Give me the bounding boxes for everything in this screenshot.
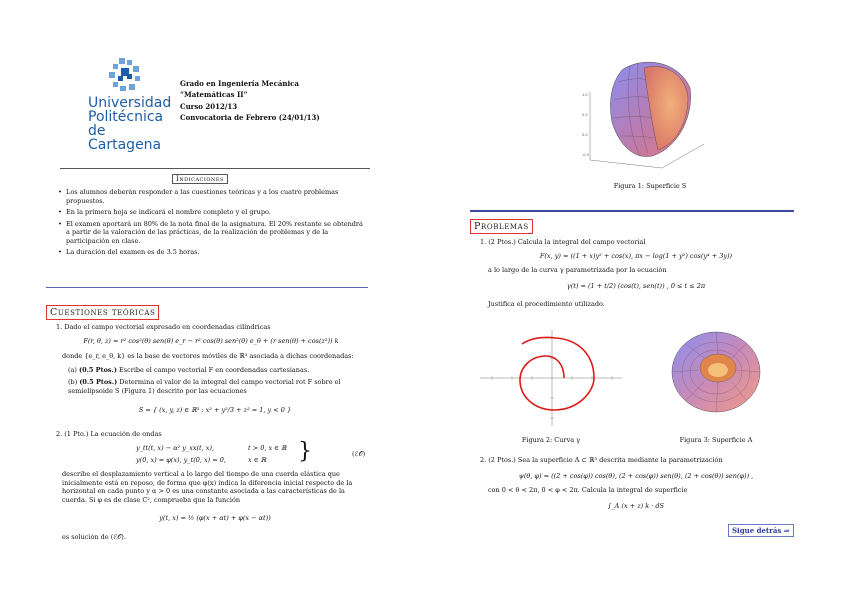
q1-b-points: (0.5 Ptos.): [79, 378, 118, 386]
indications-title: Indicaciones: [172, 174, 228, 184]
logo-line-3: de Cartagena: [88, 123, 162, 153]
theory-q2-text: describe el desplazamiento vertical a lo largo del tiempo de una cuerda elástica que inicialmente está en reposo, de forma que φ(x) indica la diferencia inicial respecto de la horizontal en cada punto y α > 0 es una constante asociada a las características de la cuerda. Si φ es de clase C², comprueba que la función: [62, 470, 353, 504]
svg-text:1.0: 1.0: [582, 93, 588, 97]
next-page-button[interactable]: Sigue detrás ⇒: [728, 524, 794, 537]
exam-call: Convocatoria de Febrero (24/01/13): [180, 113, 320, 122]
indication-item: • El examen aportará un 80% de la nota final de la asignatura. El 20% restante se obtendrá a partir de la valoración de las prácticas, de la realización de problemas y de la participación en clase.: [66, 220, 366, 246]
svg-text:-0.5: -0.5: [582, 153, 589, 157]
problem-2-integral: ∫_A (x + z) k · dS: [608, 502, 664, 510]
theory-q2-eq2-cond: x ∈ ℝ: [248, 456, 267, 464]
subject-title: “Matemáticas II”: [180, 90, 248, 99]
degree-title: Grado en Ingeniería Mecánica: [180, 79, 299, 88]
problem-1-param: γ(t) = (1 + t/2) (cos(t), sen(t)) , 0 ≤ t ≤ 2π: [566, 282, 706, 290]
theory-q2-eq2: y(0, x) = φ(x), y_t(0, x) = 0,: [136, 456, 226, 464]
logo-mark-icon: [105, 56, 145, 94]
theory-q1-a: [68, 366, 368, 375]
brace: }: [298, 439, 312, 464]
q1-b-label: (b): [68, 378, 78, 386]
theory-q1-intro: 1. Dado el campo vectorial expresado en coordenadas cilíndricas: [56, 323, 271, 331]
theory-q1-basis: donde {e_r, e_θ, k} es la base de vectores móviles de ℝ³ asociada a dichas coordenadas:: [62, 352, 354, 360]
figure-1-surface: [582, 52, 712, 172]
q1-b-text: Determina el valor de la integral del campo vectorial rot F sobre el semielipsoide S (Figura 1) descrito por las ecuaciones: [68, 378, 341, 395]
problems-title: Problemas: [470, 219, 533, 234]
indication-item: • En la primera hoja se indicará el nombre completo y el grupo.: [66, 208, 366, 217]
theory-q2-tag: (ℰ𝒪): [352, 450, 366, 458]
figure-3-surface: [668, 322, 764, 426]
problem-1-formula: F(x, y) = ((1 + x)y² + cos(x), πx − log(1 + y²) cos(y⁴ + 3y)): [539, 252, 733, 260]
q1-a-text: Escribe el campo vectorial F en coordenadas cartesianas.: [118, 366, 310, 374]
problem-2-range: con 0 < θ < 2π, 0 < φ < 2π. Calcula la integral de superficie: [488, 486, 688, 494]
theory-q2-eq1: y_tt(t, x) − α² y_xx(t, x),: [136, 444, 215, 452]
problem-1-justify: Justifica el procedimiento utilizado.: [488, 300, 605, 308]
problem-1-intro: 1. (2 Ptos.) Calcula la integral del campo vectorial: [480, 238, 646, 246]
figure-2-curve: [476, 326, 626, 430]
q1-a-label: (a): [68, 366, 77, 374]
svg-text:0.0: 0.0: [582, 133, 588, 137]
theory-q2-intro: 2. (1 Pto.) La ecuación de ondas: [56, 430, 162, 438]
problem-1-curve-text: a lo largo de la curva γ parametrizada por la ecuación: [488, 266, 667, 274]
svg-text:0.5: 0.5: [582, 113, 588, 117]
theory-q2-end: es solución de (ℰ𝒪).: [62, 533, 126, 541]
indications-list: [66, 188, 366, 257]
theory-title: Cuestiones teóricas: [46, 305, 159, 320]
theory-q1-set: S = { (x, y, z) ∈ ℝ³ : x² + y²/3 + z² = 1, y < 0 }: [138, 406, 292, 414]
problem-2-intro: 2. (2 Ptos.) Sea la superficie A ⊂ ℝ³ descrita mediante la parametrización: [480, 456, 723, 464]
figure-2-caption: Figura 2: Curva γ: [521, 436, 581, 444]
theory-q2-eq1-cond: t > 0, x ∈ ℝ: [248, 444, 287, 452]
theory-q2-function: y(t, x) = ½ (φ(x + αt) + φ(x − αt)): [159, 514, 271, 522]
figure-3-caption: Figura 3: Superficie A: [679, 436, 753, 444]
indication-item: • La duración del examen es de 3.5 horas.: [66, 248, 366, 257]
logo-line-1: Universidad: [88, 95, 172, 111]
problem-2-param: ψ(θ, φ) = ((2 + cos(φ)) cos(θ), (2 + cos(φ)) sen(θ), (2 + cos(θ)) sen(φ)) ,: [518, 472, 754, 480]
q1-a-points: (0.5 Ptos.): [79, 366, 117, 374]
logo-line-2: Politécnica: [88, 109, 164, 125]
figure-1-caption: Figura 1: Superficie S: [613, 182, 687, 190]
indication-item: • Los alumnos deberán responder a las cuestiones teóricas y a los cuatro problemas propuestos.: [66, 188, 366, 205]
course-title: Curso 2012/13: [180, 102, 238, 111]
theory-q1-b: [68, 378, 368, 395]
university-logo: [88, 56, 172, 153]
theory-q1-formula: F(r, θ, z) = r² cos²(θ) sen(θ) e_r − r² cos(θ) sen²(θ) e_θ + (r sen(θ) + cos(z²)) k: [83, 337, 339, 345]
